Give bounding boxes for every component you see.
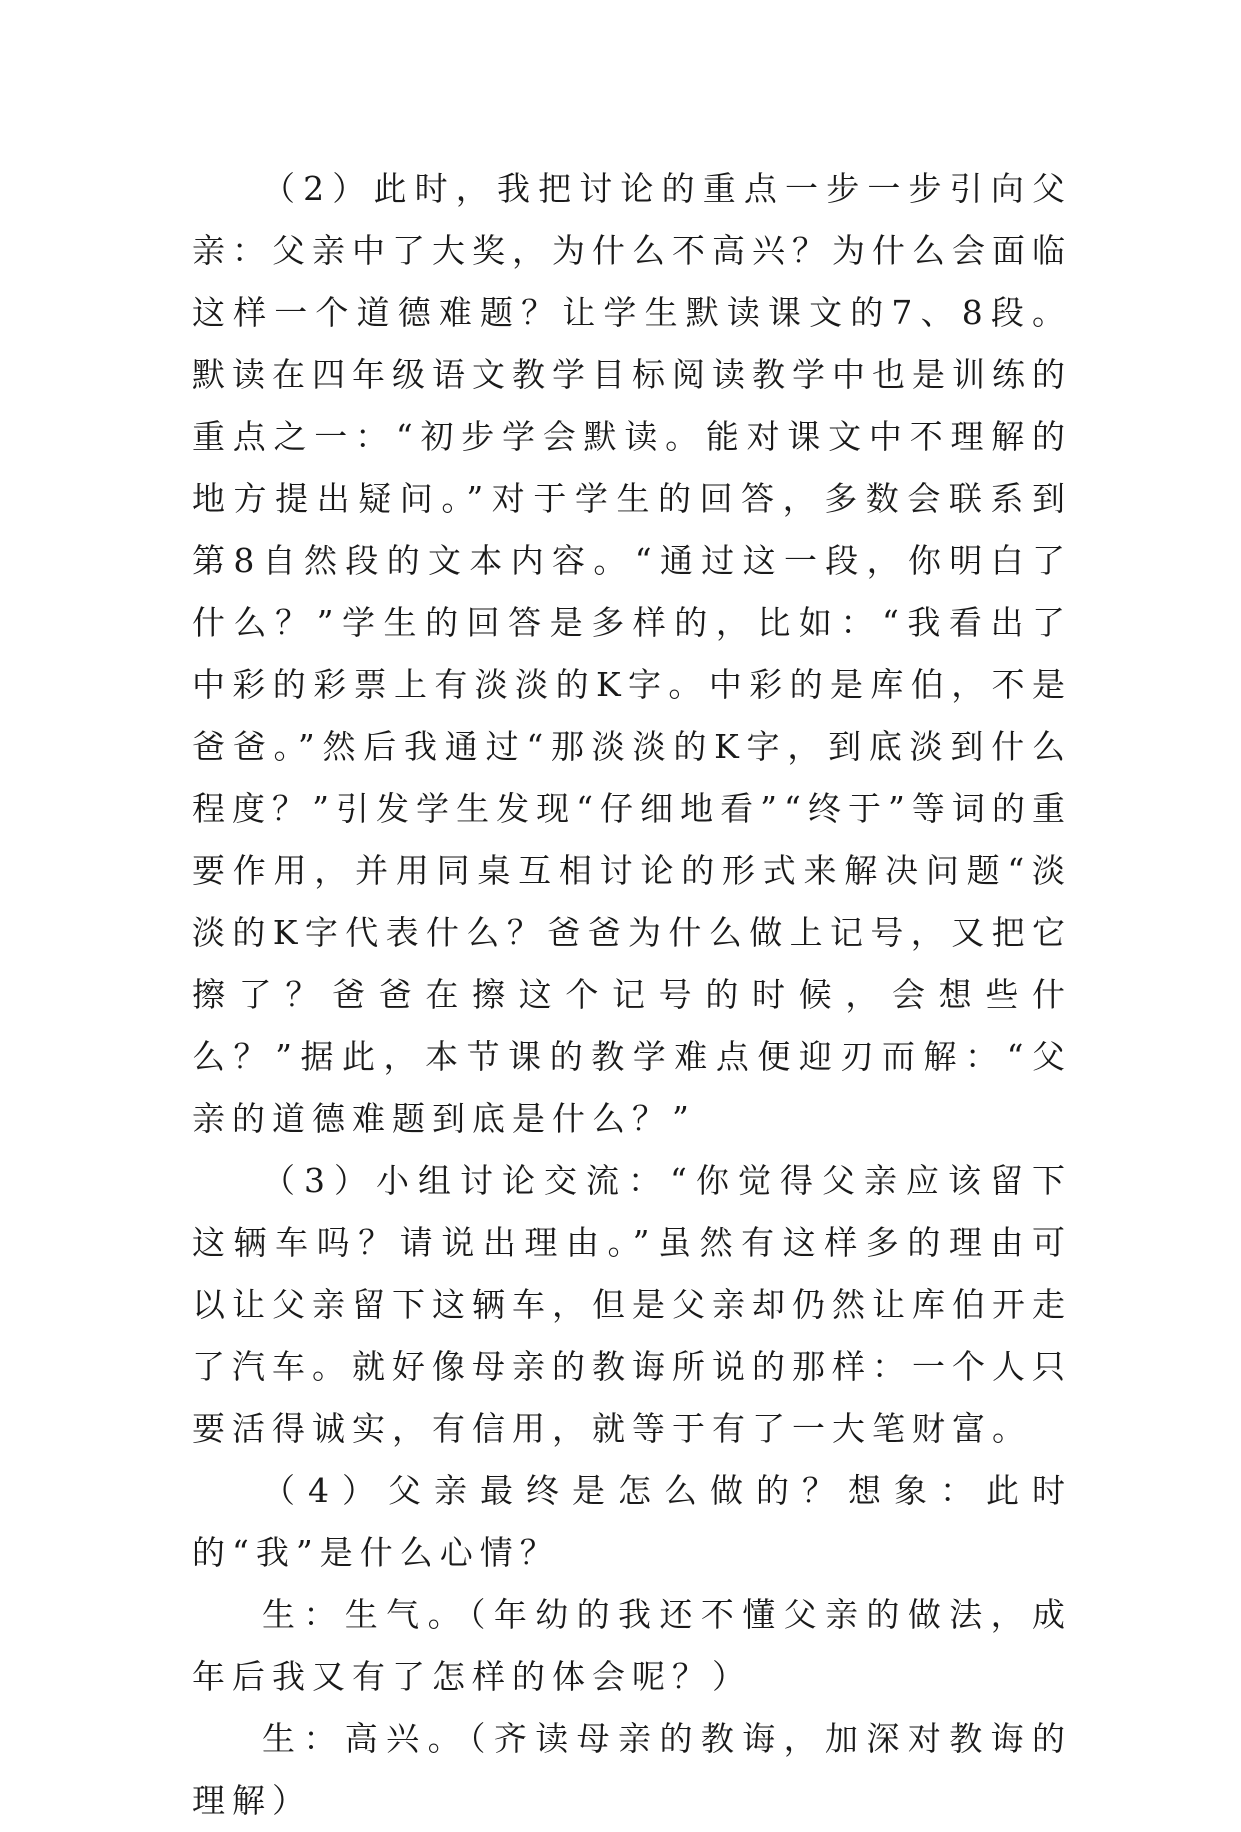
paragraph-student-answer-happy: 生：高兴。（齐读母亲的教诲，加深对教诲的理解） <box>192 1719 1072 1820</box>
paragraph-discussion-focus: （2）此时，我把讨论的重点一步一步引向父亲：父亲中了大奖，为什么不高兴？为什么会面临这样一个道德难题？让学生默读课文的7、8段。默读在四年级语文教学目标阅读教学中也是训练的重点之一：“初步学会默读。能对课文中不理解的地方提出疑问。”对于学生的回答，多数会联系到第8自然段的文本内容。“通过这一段，你明白了什么？”学生的回答是多样的，比如：“我看出了中彩的彩票上有淡淡的K字。中彩的是库伯，不是爸爸。”然后我通过“那淡淡的K字，到底淡到什么程度？”引发学生发现“仔细地看”“终于”等词的重要作用，并用同桌互相讨论的形式来解决问题“淡淡的K字代表什么？爸爸为什么做上记号，又把它擦了？爸爸在擦这个记号的时候，会想些什么？”据此，本节课的教学难点便迎刃而解：“父亲的道德难题到底是什么？” <box>192 169 1072 1138</box>
paragraph-group-discussion: （3）小组讨论交流：“你觉得父亲应该留下这辆车吗？请说出理由。”虽然有这样多的理由可以让父亲留下这辆车，但是父亲却仍然让库伯开走了汽车。就好像母亲的教诲所说的那样：一个人只要活得诚实，有信用，就等于有了一大笔财富。 <box>192 1161 1072 1448</box>
document-page <box>192 158 1072 1832</box>
paragraph-father-action: （4）父亲最终是怎么做的？想象：此时的“我”是什么心情？ <box>192 1471 1072 1572</box>
paragraph-student-answer-angry: 生：生气。（年幼的我还不懂父亲的做法，成年后我又有了怎样的体会呢？） <box>192 1595 1072 1696</box>
